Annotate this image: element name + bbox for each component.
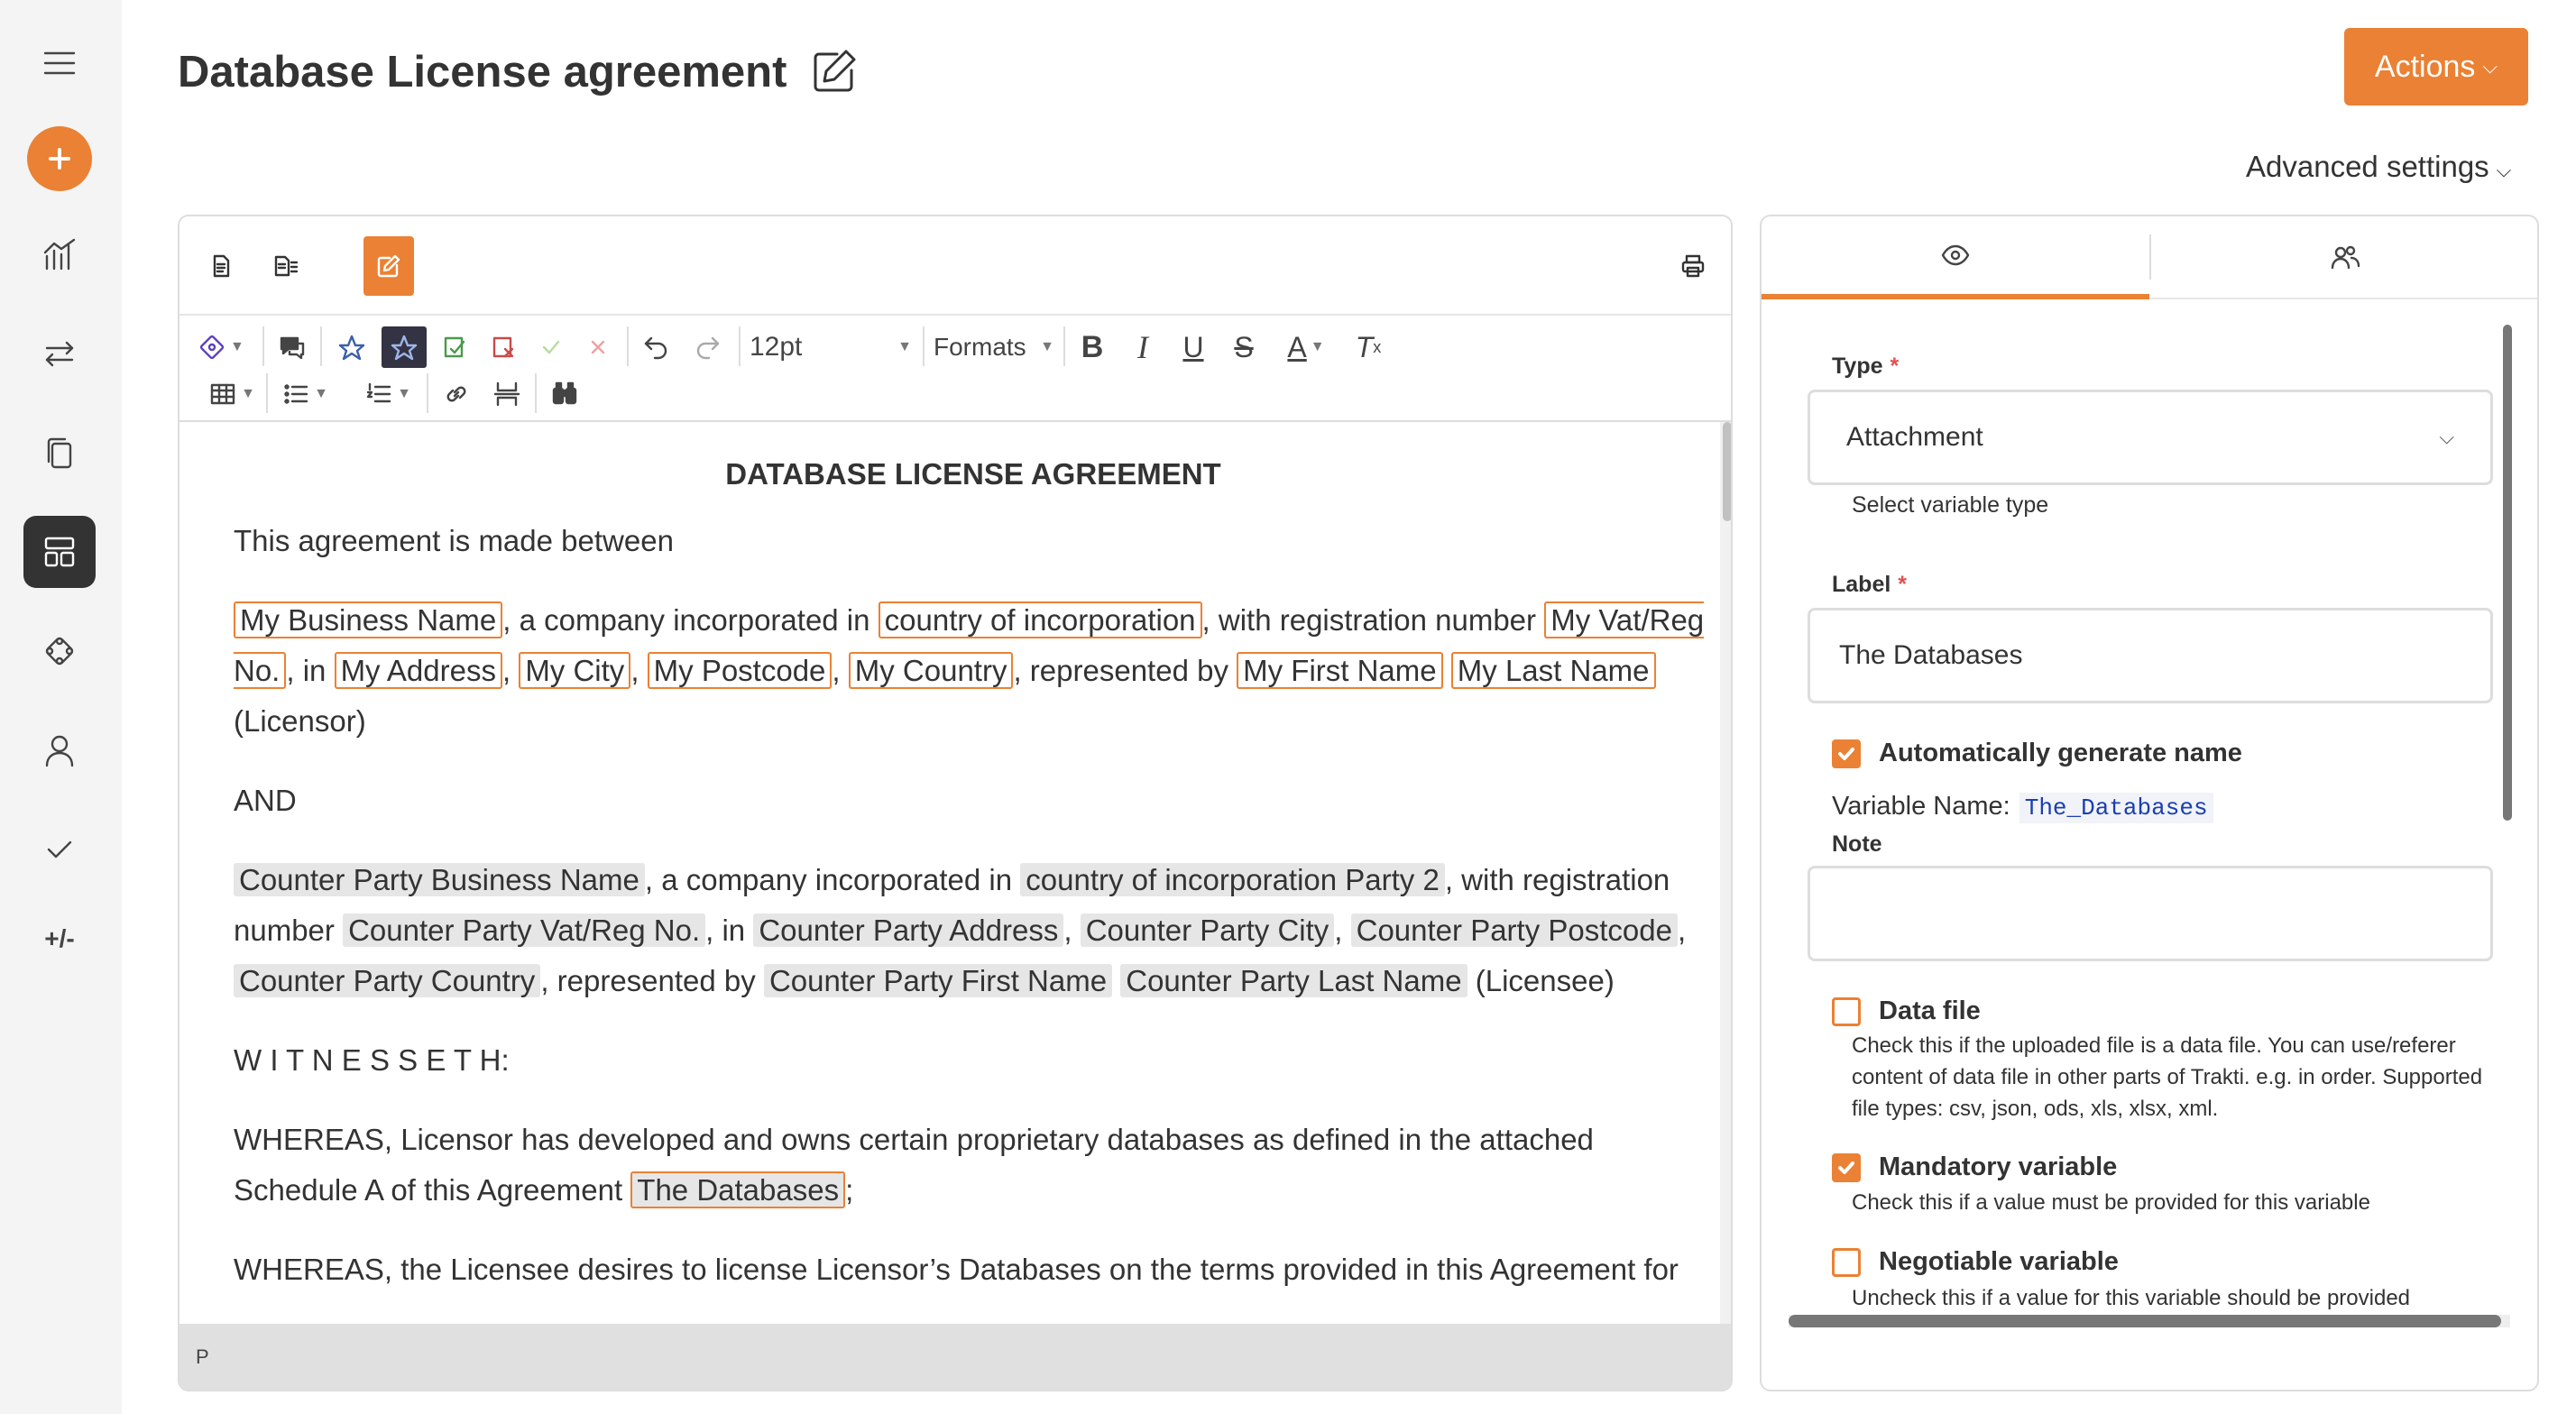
formats-select[interactable] xyxy=(934,326,1054,368)
page-break-icon[interactable] xyxy=(486,373,528,415)
data-file-checkbox[interactable] xyxy=(1832,997,1861,1026)
data-file-description: Check this if the uploaded file is a data file. You can use/referer content of data file in other parts of Trakti. e.g. in order. Supported file types: csv, json, ods, xls, xlsx, xml. xyxy=(1852,1033,2483,1121)
chevron-down-icon: ⌵ xyxy=(2439,426,2454,448)
text: , in xyxy=(705,914,754,947)
text: , represented by xyxy=(540,964,764,997)
comments-icon[interactable] xyxy=(271,326,313,368)
advanced-settings-label: Advanced settings xyxy=(2246,150,2489,183)
scrollbar-thumb[interactable] xyxy=(2503,325,2512,821)
actions-button[interactable] xyxy=(2344,28,2528,106)
font-size-value: 12pt xyxy=(750,332,803,362)
edit-clause-icon[interactable] xyxy=(382,326,427,368)
label-input[interactable] xyxy=(1808,608,2493,703)
text: , with registration number xyxy=(1201,603,1545,637)
variable-the-databases[interactable]: The Databases xyxy=(630,1171,845,1208)
add-button[interactable] xyxy=(27,126,92,191)
licensor-paragraph: My Business Name , a company incorporated in country of incorporation , with registration number My Vat/Reg No. , in My Address , My City , My Postcode , My Country , represented by My First Name My Last Name (Licensor) xyxy=(234,603,1705,738)
variable-my-last-name[interactable]: My Last Name xyxy=(1451,652,1656,689)
variable-counter-party-address[interactable]: Counter Party Address xyxy=(753,914,1063,947)
reject-change-icon[interactable] xyxy=(483,326,524,368)
editor-statusbar xyxy=(179,1324,1731,1391)
auto-name-checkbox[interactable] xyxy=(1832,739,1861,768)
variable-counter-party-business-name[interactable]: Counter Party Business Name xyxy=(234,863,645,896)
text: , with registration number xyxy=(234,863,1670,947)
type-select[interactable] xyxy=(1808,390,2493,485)
negotiable-description: Uncheck this if a value for this variable should be provided xyxy=(1852,1286,2411,1309)
users-icon xyxy=(2330,243,2360,273)
editor-mode-bar xyxy=(179,216,1731,316)
variable-name-value: The_Databases xyxy=(2019,793,2213,823)
chevron-down-icon: ⌵ xyxy=(2496,159,2512,181)
editor-panel xyxy=(178,215,1733,1391)
caret-down-icon: ▼ xyxy=(897,339,912,354)
document-heading: DATABASE LICENSE AGREEMENT xyxy=(725,457,1221,491)
strikethrough-icon[interactable]: S xyxy=(1234,330,1254,363)
transfer-icon[interactable] xyxy=(23,317,96,390)
variable-country-of-incorporation-party-2[interactable]: country of incorporation Party 2 xyxy=(1020,863,1445,896)
advanced-settings-toggle[interactable] xyxy=(2246,150,2511,184)
text: WHEREAS, Licensor has developed and owns certain proprietary databases as defined in the attached Schedule A of this Agreement xyxy=(234,1123,1594,1207)
note-label: Note xyxy=(1832,831,1882,857)
menu-icon[interactable] xyxy=(23,27,96,99)
note-input[interactable] xyxy=(1808,866,2493,961)
witnesseth-text: W I T N E S S E T H: xyxy=(234,1043,510,1077)
licensee-paragraph: Counter Party Business Name , a company incorporated in country of incorporation Party 2 , with registration number Counter Party Vat/Reg No. , in Counter Party Address , Counter Party City , Counter Party Postcode , Counter Party Country , represented by Counter Party First Name Counter Party Last Name (Licensee) xyxy=(234,863,1687,997)
variable-my-city[interactable]: My City xyxy=(519,652,630,689)
clear-format-icon[interactable]: T x xyxy=(1355,330,1382,363)
whereas-paragraph-1 xyxy=(234,1115,1713,1216)
type-label: Type * xyxy=(1832,354,1900,379)
underline-icon[interactable]: U xyxy=(1182,330,1204,363)
panel-horizontal-scrollbar[interactable] xyxy=(1789,1315,2510,1327)
element-path[interactable]: P xyxy=(196,1345,209,1368)
variable-counter-party-city[interactable]: Counter Party City xyxy=(1081,914,1335,947)
text: , a company incorporated in xyxy=(502,603,879,637)
text: , represented by xyxy=(1013,654,1237,687)
variable-my-vat[interactable]: My Vat/Reg No. xyxy=(234,603,1705,687)
tab-parties[interactable] xyxy=(2151,216,2539,299)
text: (Licensee) xyxy=(1467,964,1615,997)
and-text: AND xyxy=(234,784,297,817)
variable-my-postcode[interactable]: My Postcode xyxy=(648,652,833,689)
accept-icon[interactable] xyxy=(533,326,569,368)
variable-name-label: Variable Name: xyxy=(1832,792,2010,821)
type-value: Attachment xyxy=(1846,422,1983,452)
variable-settings-panel xyxy=(1760,215,2539,1391)
variable-country-of-incorporation[interactable]: country of incorporation xyxy=(879,601,1202,638)
reject-icon[interactable] xyxy=(580,326,616,368)
document-view-icon[interactable] xyxy=(196,236,246,296)
document-area[interactable] xyxy=(179,422,1720,1324)
panel-body xyxy=(1762,299,2537,1382)
negotiable-label: Negotiable variable xyxy=(1879,1247,2119,1276)
plus-icon xyxy=(45,144,74,173)
auto-name-label: Automatically generate name xyxy=(1879,739,2242,767)
edit-title-icon[interactable] xyxy=(810,47,859,96)
print-icon[interactable] xyxy=(1668,236,1718,296)
data-file-label: Data file xyxy=(1879,996,1981,1025)
variables-icon[interactable]: +/- xyxy=(44,924,75,952)
variable-my-business-name[interactable]: My Business Name xyxy=(234,601,502,638)
numbered-list-icon[interactable]: ▼ xyxy=(356,373,419,415)
label-input-value: The Databases xyxy=(1839,640,2023,670)
panel-scrollbar[interactable] xyxy=(2503,325,2514,821)
variable-counter-party-vat[interactable]: Counter Party Vat/Reg No. xyxy=(343,914,705,947)
editor-toolbar xyxy=(179,316,1731,422)
document-scrollbar[interactable] xyxy=(1720,422,1733,1324)
sidebar xyxy=(0,0,122,1414)
text-color-icon[interactable]: A ▼ xyxy=(1287,330,1325,363)
italic-icon[interactable]: I xyxy=(1137,329,1148,365)
bullet-list-icon[interactable]: ▼ xyxy=(273,373,336,415)
variable-counter-party-last-name[interactable]: Counter Party Last Name xyxy=(1120,964,1467,997)
scrollbar-thumb[interactable] xyxy=(1789,1315,2501,1327)
variable-my-country[interactable]: My Country xyxy=(849,652,1014,689)
text: , in xyxy=(286,654,335,687)
font-size-select[interactable] xyxy=(750,326,912,368)
negotiable-checkbox[interactable] xyxy=(1832,1248,1861,1277)
page-title: Database License agreement xyxy=(178,48,787,96)
text: , a company incorporated in xyxy=(644,863,1021,896)
variable-counter-party-country[interactable]: Counter Party Country xyxy=(234,964,540,997)
panel-tabs xyxy=(1762,216,2537,299)
variable-counter-party-first-name[interactable]: Counter Party First Name xyxy=(764,964,1112,997)
mandatory-description: Check this if a value must be provided for this variable xyxy=(1852,1190,2370,1215)
variables-menu-icon[interactable]: ▼ xyxy=(198,326,244,368)
variable-my-first-name[interactable]: My First Name xyxy=(1237,652,1443,689)
components-icon[interactable] xyxy=(23,615,96,687)
bold-icon[interactable]: B xyxy=(1081,329,1104,364)
templates-icon[interactable] xyxy=(23,516,96,588)
variable-my-address[interactable]: My Address xyxy=(335,652,502,689)
eye-icon xyxy=(1940,240,1971,271)
document-compare-icon[interactable] xyxy=(261,236,311,296)
caret-down-icon: ▼ xyxy=(1040,339,1054,354)
mandatory-checkbox[interactable] xyxy=(1832,1153,1861,1182)
link-icon[interactable] xyxy=(436,373,477,415)
checkmark-icon xyxy=(1836,744,1856,764)
scrollbar-thumb[interactable] xyxy=(1723,422,1732,521)
whereas-paragraph-2: WHEREAS, the Licensee desires to license Licensor’s Databases on the terms provided in this Agreement for xyxy=(234,1253,1679,1286)
add-clause-icon[interactable] xyxy=(331,326,373,368)
edit-mode-icon[interactable] xyxy=(363,236,414,296)
tab-preview[interactable] xyxy=(1762,216,2149,299)
user-icon[interactable] xyxy=(23,714,96,786)
document-intro: This agreement is made between xyxy=(234,524,674,557)
checkmark-icon xyxy=(1836,1158,1856,1178)
table-icon[interactable]: ▼ xyxy=(205,373,259,415)
mandatory-label: Mandatory variable xyxy=(1879,1152,2118,1181)
label-label: Label * xyxy=(1832,572,1908,597)
document-content[interactable] xyxy=(234,449,1713,1324)
accept-change-icon[interactable] xyxy=(434,326,475,368)
text: (Licensor) xyxy=(234,704,366,738)
redo-icon[interactable] xyxy=(686,326,728,368)
type-help: Select variable type xyxy=(1852,492,2049,518)
find-replace-icon[interactable] xyxy=(544,373,585,415)
actions-label: Actions xyxy=(2374,49,2476,84)
check-icon[interactable] xyxy=(23,813,96,886)
variable-name xyxy=(1832,792,2213,822)
formats-label: Formats xyxy=(934,333,1026,361)
undo-icon[interactable] xyxy=(636,326,677,368)
analytics-icon[interactable] xyxy=(23,218,96,290)
chevron-down-icon: ⌵ xyxy=(2482,55,2498,78)
text: ; xyxy=(845,1173,854,1207)
variable-counter-party-postcode[interactable]: Counter Party Postcode xyxy=(1351,914,1678,947)
documents-icon[interactable] xyxy=(23,417,96,489)
